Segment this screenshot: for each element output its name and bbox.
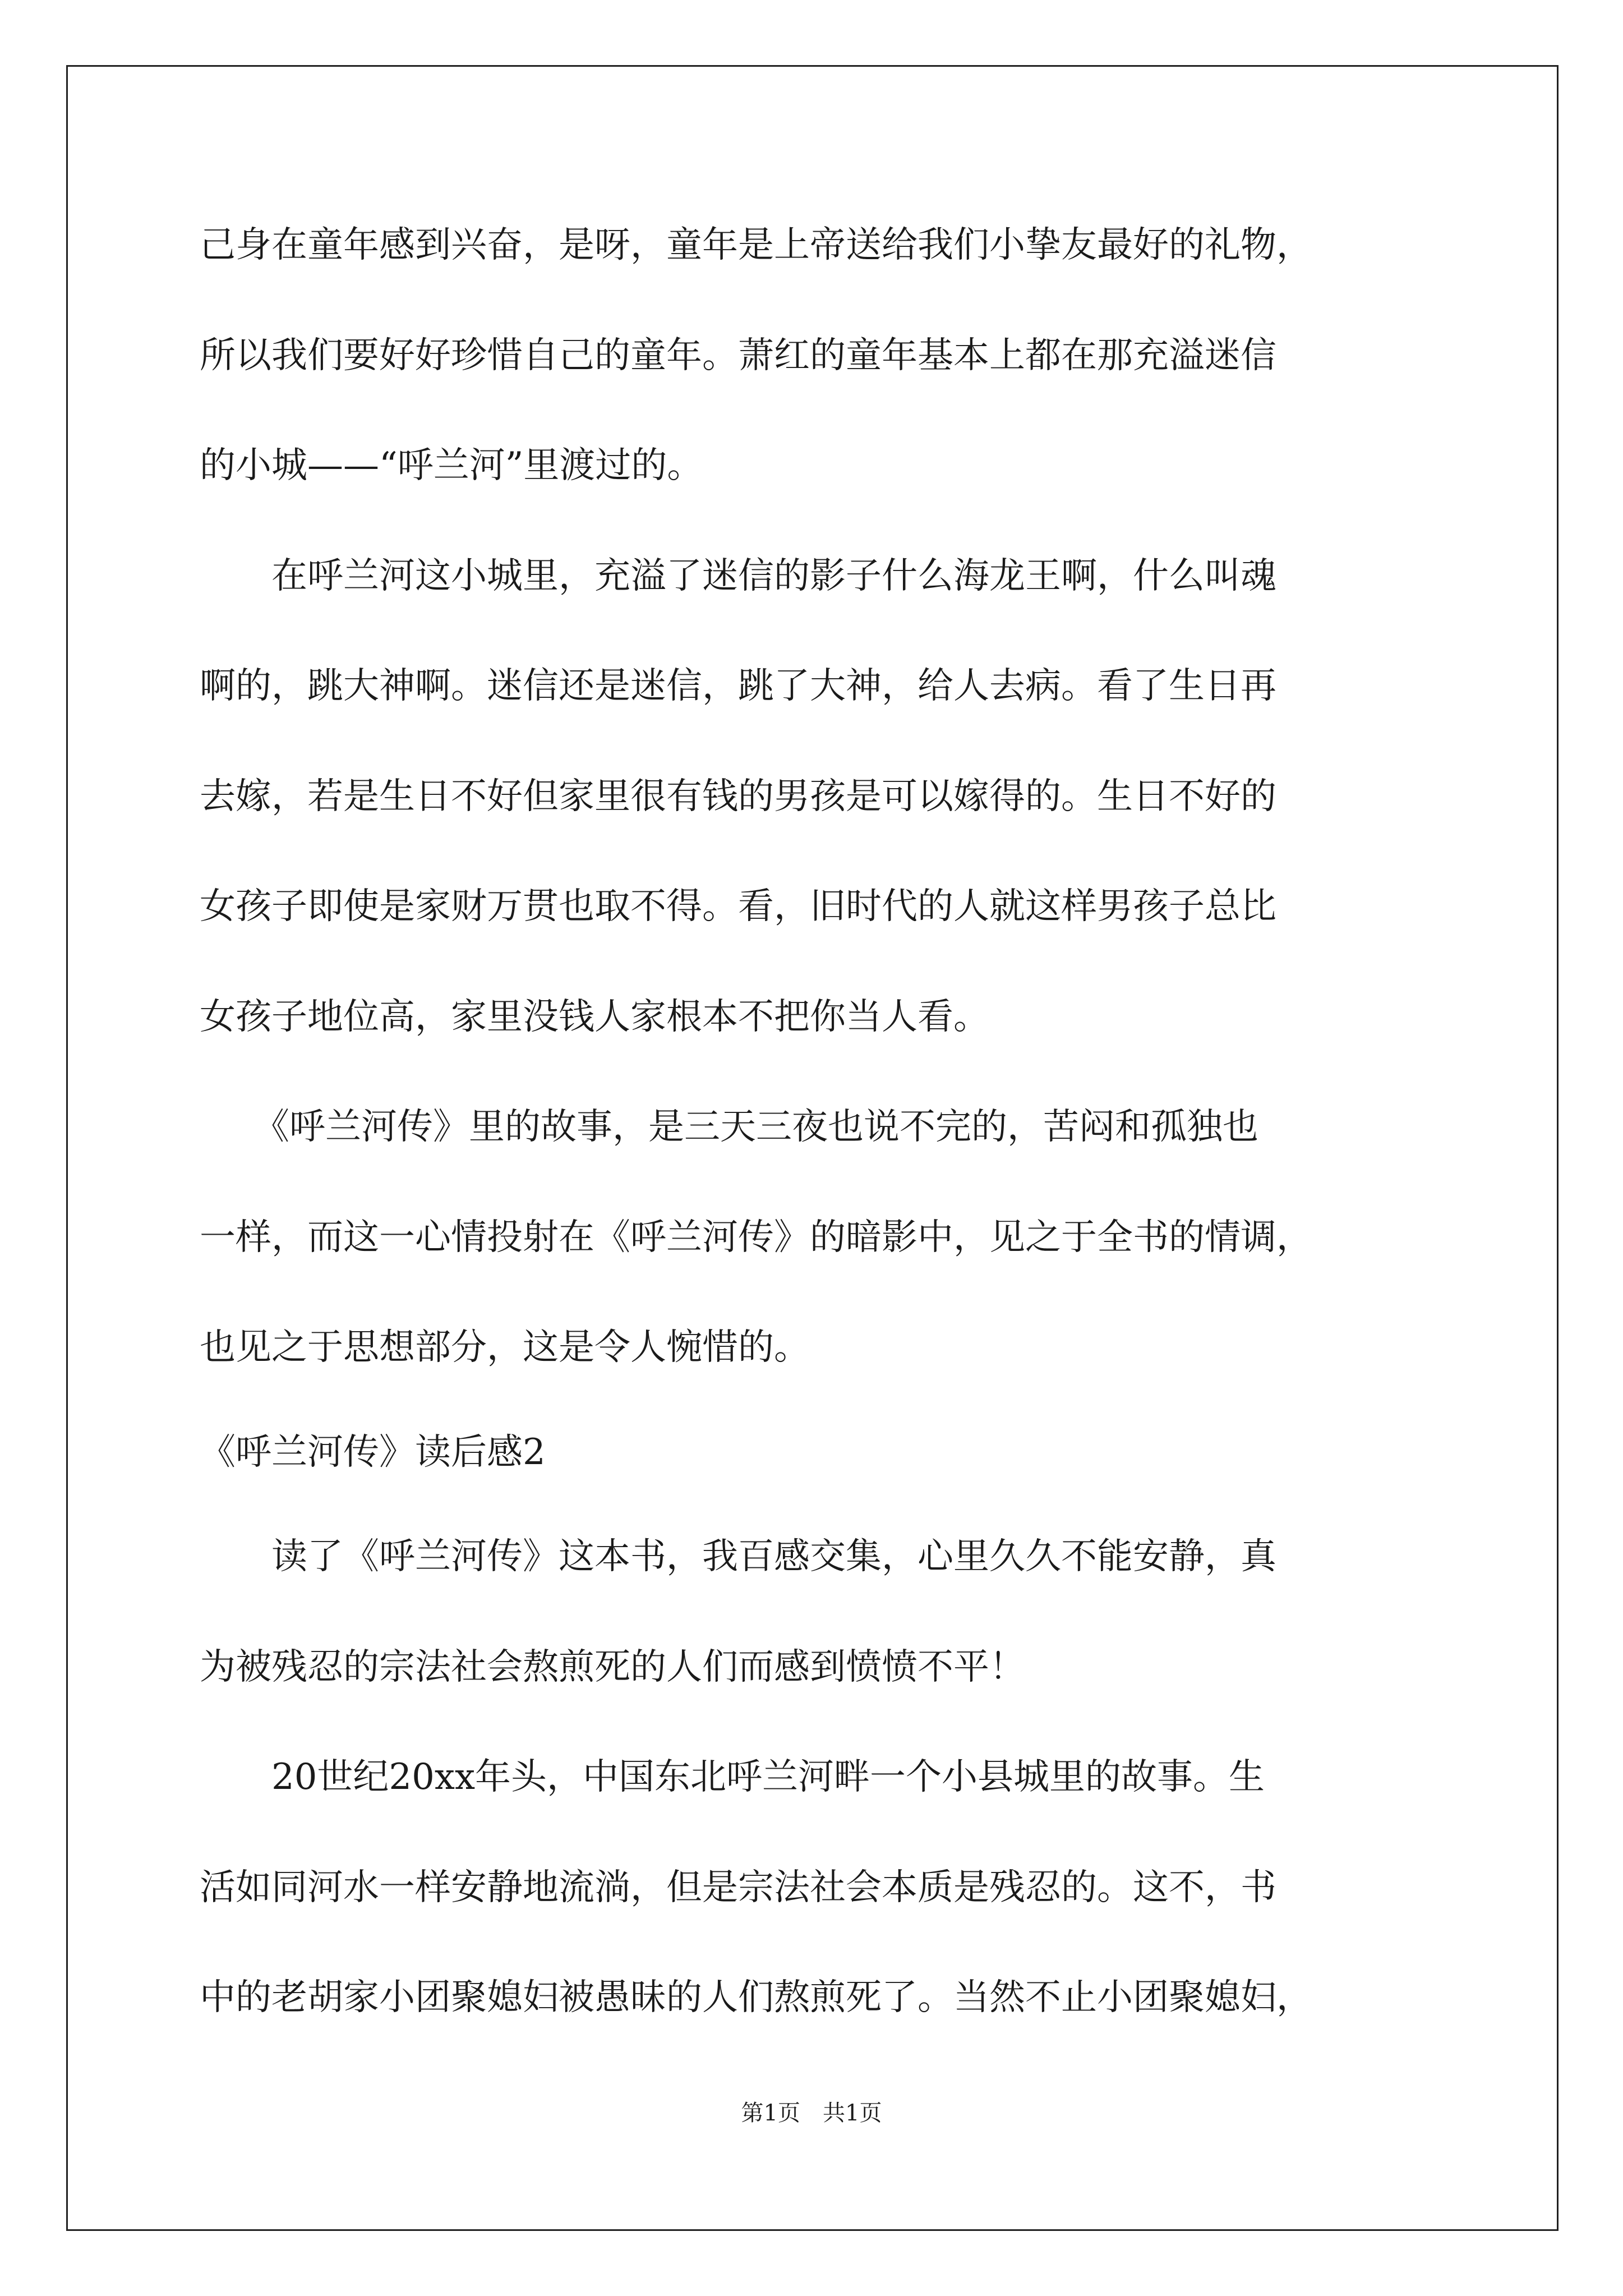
text-line: 为被残忍的宗法社会熬煎死的人们而感到愤愤不平！ bbox=[200, 1646, 1025, 1688]
text-line: 一样，而这一心情投射在《呼兰河传》的暗影中，见之于全书的情调， bbox=[200, 1217, 1312, 1258]
text-line: 所以我们要好好珍惜自己的童年。萧红的童年基本上都在那充溢迷信 bbox=[200, 335, 1276, 376]
paragraph-start-line: 在呼兰河这小城里，充溢了迷信的影子什么海龙王啊，什么叫魂 bbox=[200, 555, 1276, 597]
text-line: 也见之于思想部分，这是令人惋惜的。 bbox=[200, 1327, 810, 1368]
page-footer: 第1页 共1页 bbox=[741, 2100, 882, 2126]
text-line: 去嫁，若是生日不好但家里很有钱的男孩是可以嫁得的。生日不好的 bbox=[200, 776, 1276, 817]
text-line: 中的老胡家小团聚媳妇被愚昧的人们熬煎死了。当然不止小团聚媳妇， bbox=[200, 1977, 1312, 2018]
text-line: 的小城——“呼兰河”里渡过的。 bbox=[200, 445, 703, 486]
section-heading: 《呼兰河传》读后感2 bbox=[200, 1432, 546, 1473]
paragraph-start-line: 读了《呼兰河传》这本书，我百感交集，心里久久不能安静，真 bbox=[200, 1536, 1276, 1577]
text-line: 啊的，跳大神啊。迷信还是迷信，跳了大神，给人去病。看了生日再 bbox=[200, 665, 1276, 707]
text-line: 女孩子地位高，家里没钱人家根本不把你当人看。 bbox=[200, 996, 989, 1038]
text-line: 女孩子即使是家财万贯也取不得。看，旧时代的人就这样男孩子总比 bbox=[200, 886, 1276, 927]
text-line: 己身在童年感到兴奋，是呀，童年是上帝送给我们小挚友最好的礼物， bbox=[200, 224, 1312, 266]
paragraph-start-line: 《呼兰河传》里的故事，是三天三夜也说不完的，苦闷和孤独也 bbox=[200, 1106, 1258, 1148]
paragraph-start-line: 20世纪20xx年头，中国东北呼兰河畔一个小县城里的故事。生 bbox=[200, 1756, 1265, 1798]
text-line: 活如同河水一样安静地流淌，但是宗法社会本质是残忍的。这不，书 bbox=[200, 1867, 1276, 1908]
